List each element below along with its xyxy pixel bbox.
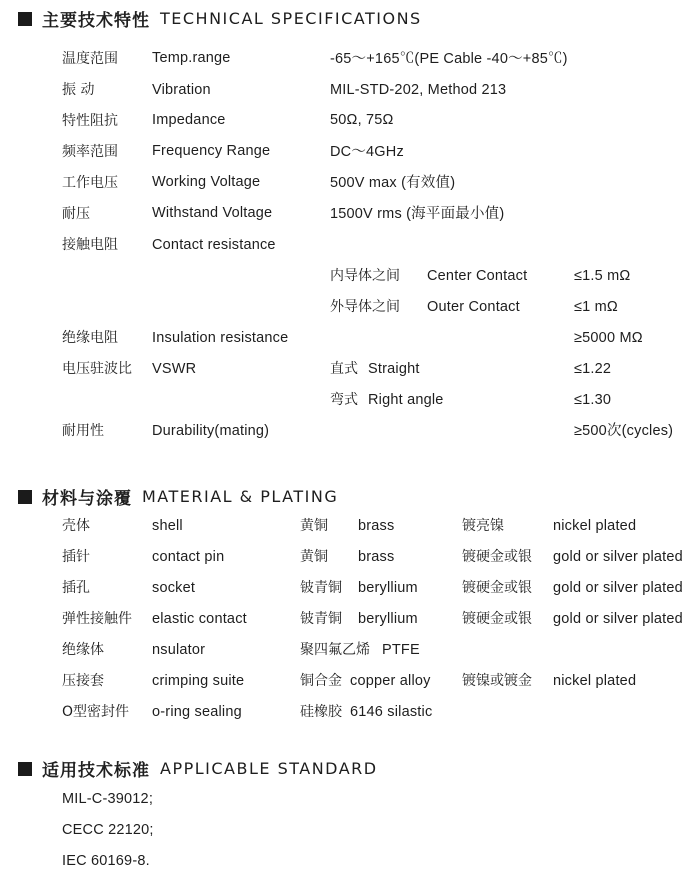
material-mat-en: PTFE [382,642,420,658]
straight-value: ≤1.22 [574,361,612,377]
impedance-label-en: Impedance [152,112,226,128]
material-plate-en: gold or silver plated [553,611,683,627]
material-plate-zh: 镀硬金或银 [462,611,532,627]
material-mat-en: copper alloy [350,673,431,689]
contact-label-en: Contact resistance [152,237,276,253]
insulation-label-en: Insulation resistance [152,330,289,346]
material-plate-en: nickel plated [553,673,637,689]
material-mat-zh: 硅橡胶 [300,704,342,720]
section-title-zh: 适用技术标准 [42,761,150,781]
insulation-value: ≥5000 MΩ [574,330,643,346]
section-header-material [18,484,338,509]
material-mat-zh: 黄铜 [300,518,328,534]
section-title-zh: 材料与涂覆 [42,489,132,509]
voltage-value: 500V max (有效值) [330,175,456,191]
material-part-zh: 插针 [62,549,90,565]
withstand-label-en: Withstand Voltage [152,205,273,221]
material-part-en: shell [152,518,183,534]
durability-label-zh: 耐用性 [62,423,104,439]
section-title-en: APPLICABLE STANDARD [160,759,378,778]
material-part-zh: 绝缘体 [62,642,104,658]
right-angle-value: ≤1.30 [574,392,612,408]
center-label-en: Center Contact [427,268,528,284]
material-mat-en: beryllium [358,580,418,596]
durability-value: ≥500次(cycles) [574,423,674,439]
center-value: ≤1.5 mΩ [574,268,631,284]
material-part-zh: 壳体 [62,518,90,534]
frequency-label-en: Frequency Range [152,143,271,159]
temp-value: -65～+165℃(PE Cable -40～+85℃) [330,51,568,67]
material-mat-en: brass [358,518,395,534]
straight-label-en: Straight [368,361,420,377]
material-part-en: elastic contact [152,611,247,627]
vibration-value: MIL-STD-202, Method 213 [330,82,507,98]
material-plate-zh: 镀镍或镀金 [462,673,532,689]
material-plate-zh: 镀硬金或银 [462,549,532,565]
vibration-label-zh: 振 动 [62,82,95,98]
outer-label-en: Outer Contact [427,299,520,315]
material-part-zh: 弹性接触件 [62,611,132,627]
material-part-en: nsulator [152,642,206,658]
material-plate-en: gold or silver plated [553,549,683,565]
withstand-value: 1500V rms (海平面最小值) [330,206,505,222]
material-mat-en: beryllium [358,611,418,627]
material-plate-en: nickel plated [553,518,637,534]
standard-item: IEC 60169-8. [62,853,150,869]
outer-label-zh: 外导体之间 [330,299,400,315]
material-part-zh: 插孔 [62,580,90,596]
temp-label-en: Temp.range [152,50,231,66]
section-header-technical [18,6,422,31]
durability-label-en: Durability(mating) [152,423,270,439]
material-mat-zh: 聚四氟乙烯 [300,642,370,658]
section-title-zh: 主要技术特性 [42,11,150,31]
standard-item: MIL-C-39012; [62,791,154,807]
bullet-square-icon [18,12,32,26]
material-plate-en: gold or silver plated [553,580,683,596]
material-part-en: crimping suite [152,673,245,689]
impedance-value: 50Ω, 75Ω [330,112,394,128]
contact-label-zh: 接触电阻 [62,237,118,253]
impedance-label-zh: 特性阻抗 [62,113,118,129]
material-plate-zh: 镀亮镍 [462,518,504,534]
material-part-en: contact pin [152,549,225,565]
voltage-label-zh: 工作电压 [62,175,118,191]
frequency-label-zh: 频率范围 [62,144,118,160]
material-part-en: o-ring sealing [152,704,242,720]
material-mat-zh: 铍青铜 [300,611,342,627]
outer-value: ≤1 mΩ [574,299,618,315]
frequency-value: DC～4GHz [330,144,404,160]
withstand-label-zh: 耐压 [62,206,90,222]
material-part-en: socket [152,580,196,596]
right-angle-label-zh: 弯式 [330,392,358,408]
section-header-standard [18,756,378,781]
voltage-label-en: Working Voltage [152,174,261,190]
bullet-square-icon [18,490,32,504]
material-mat-en: 6146 silastic [350,704,433,720]
vibration-label-en: Vibration [152,82,211,98]
straight-label-zh: 直式 [330,361,358,377]
material-mat-zh: 铜合金 [300,673,342,689]
standard-item: CECC 22120; [62,822,154,838]
right-angle-label-en: Right angle [368,392,444,408]
section-title-en: MATERIAL & PLATING [142,487,339,506]
material-mat-zh: 铍青铜 [300,580,342,596]
vswr-label-zh: 电压驻波比 [62,361,132,377]
material-mat-en: brass [358,549,395,565]
insulation-label-zh: 绝缘电阻 [62,330,118,346]
material-part-zh: O型密封件 [62,704,130,720]
bullet-square-icon [18,762,32,776]
material-part-zh: 压接套 [62,673,104,689]
temp-label-zh: 温度范围 [62,51,118,67]
vswr-label-en: VSWR [152,361,197,377]
material-mat-zh: 黄铜 [300,549,328,565]
center-label-zh: 内导体之间 [330,268,400,284]
section-title-en: TECHNICAL SPECIFICATIONS [160,9,422,28]
material-plate-zh: 镀硬金或银 [462,580,532,596]
